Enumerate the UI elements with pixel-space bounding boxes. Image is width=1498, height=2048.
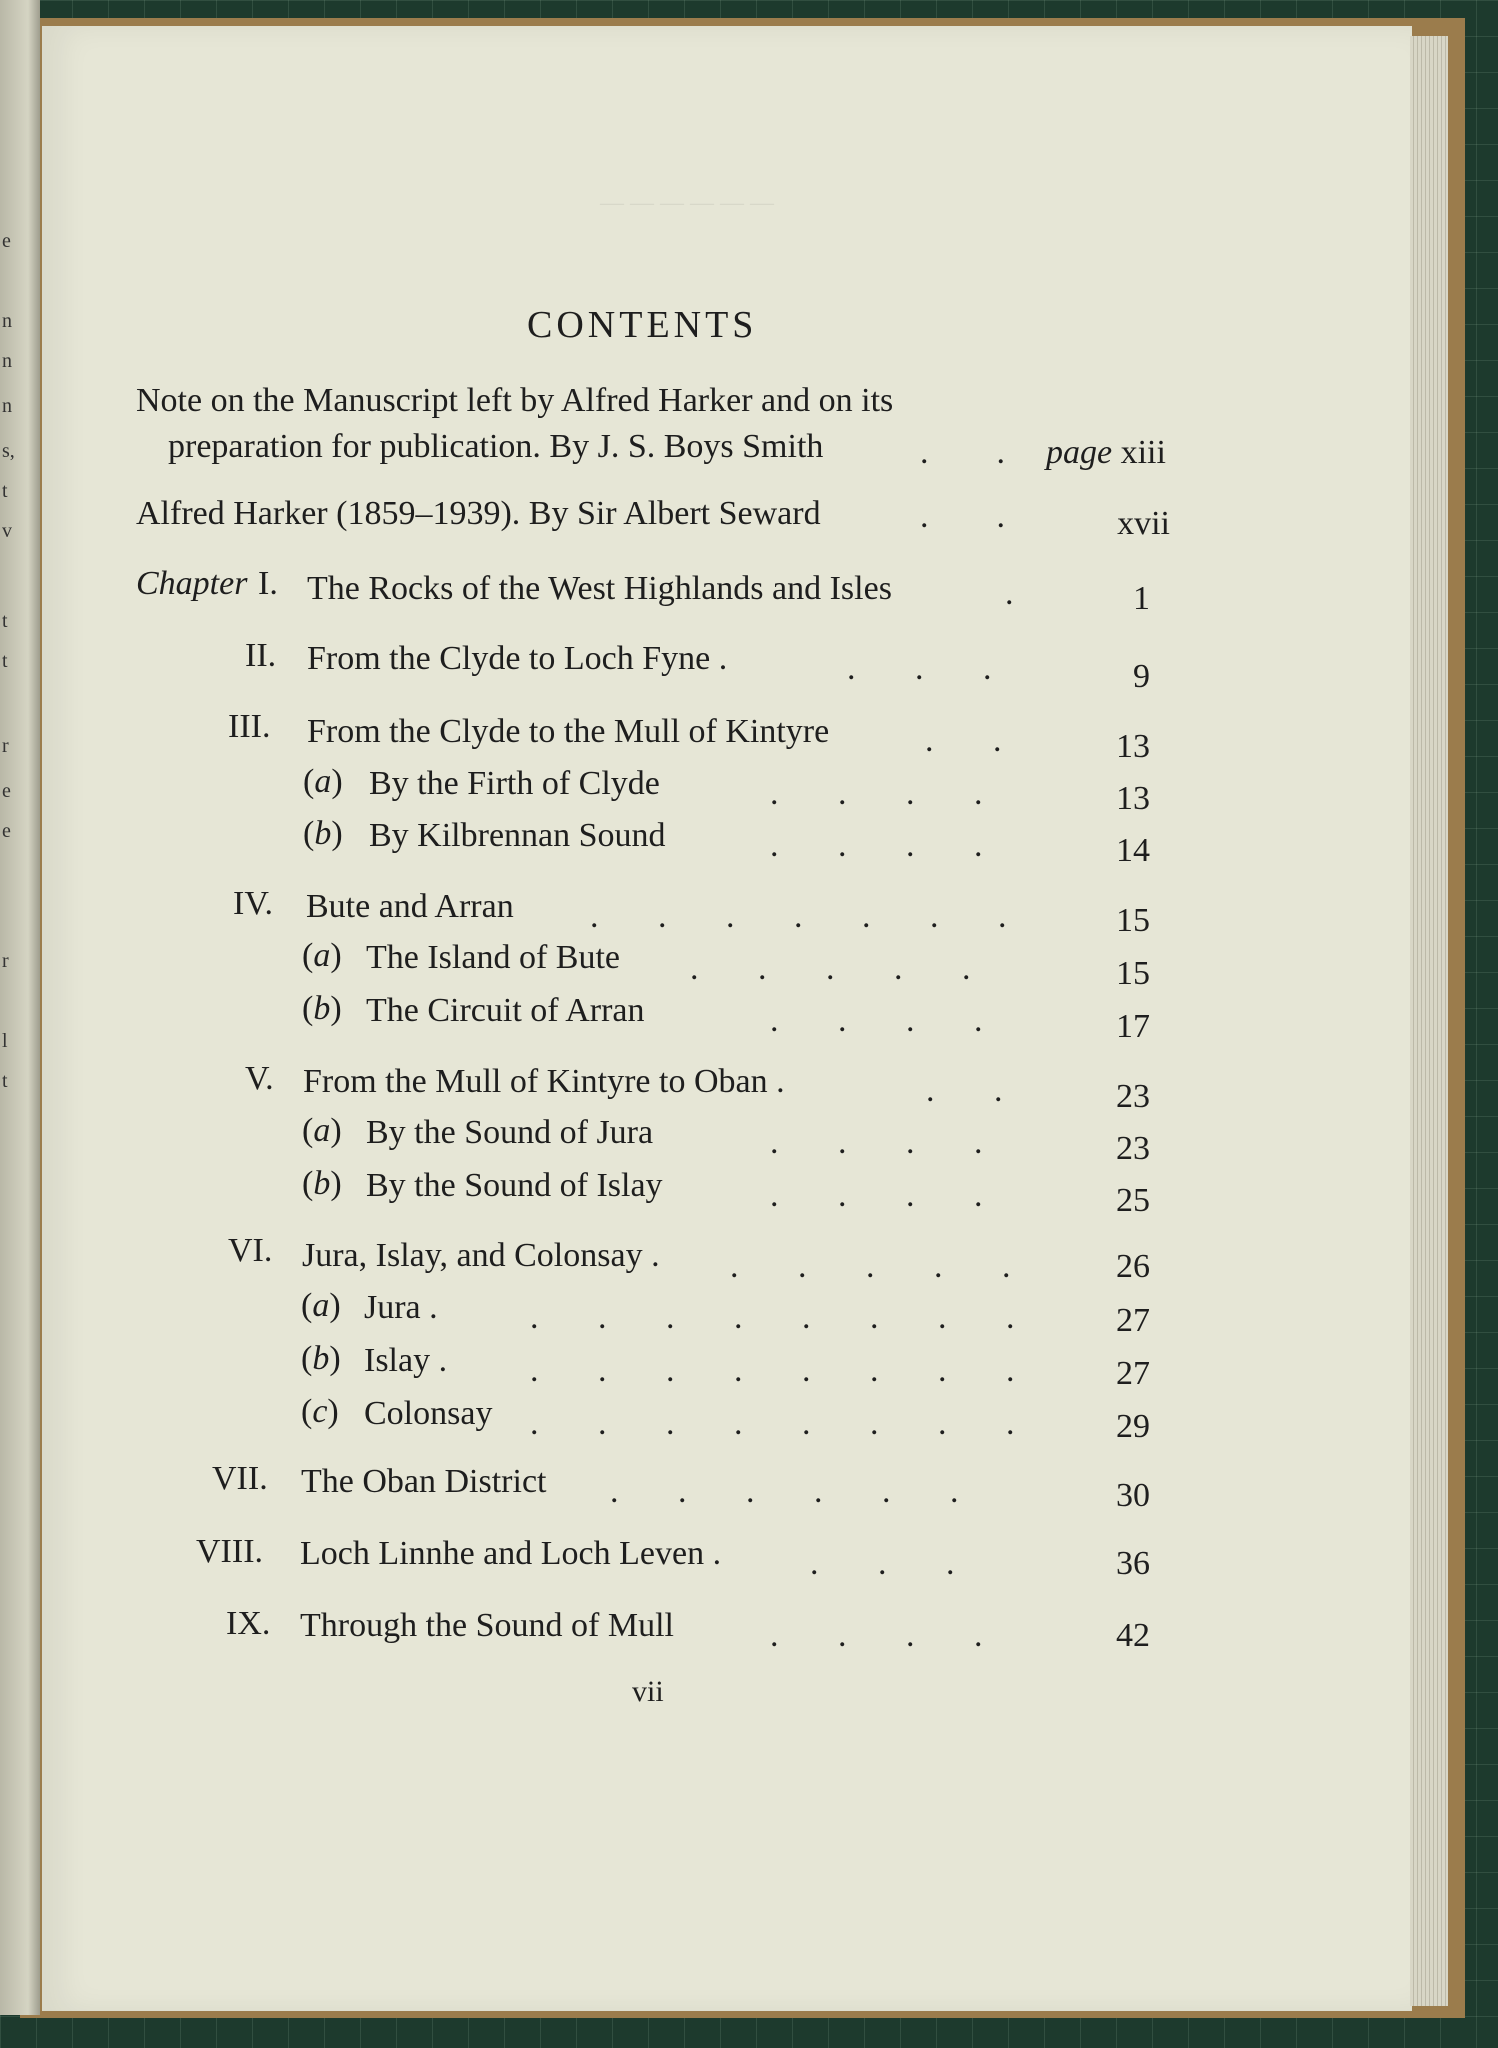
chapter-number: VII. <box>212 1460 268 1497</box>
sub-entry-page: 27 <box>1116 1355 1150 1392</box>
note-page-number: xiii <box>1120 434 1166 471</box>
chapter-page: 42 <box>1116 1617 1150 1654</box>
note-line-1: Note on the Manuscript left by Alfred Harker and on its <box>136 382 894 419</box>
show-through-text: — — — — — — <box>600 190 774 216</box>
sub-entry-title: The Island of Bute <box>366 939 620 976</box>
sub-entry-page: 29 <box>1116 1408 1150 1445</box>
chapter-title: Loch Linnhe and Loch Leven . <box>300 1535 722 1572</box>
chapter-title: From the Clyde to Loch Fyne . <box>307 640 728 677</box>
chapter-page: 36 <box>1116 1545 1150 1582</box>
page-title: CONTENTS <box>527 304 758 346</box>
leader-dots: . . . . . . . . <box>530 1352 1015 1389</box>
leader-dots: . . <box>920 434 1005 471</box>
leader-dots: . . <box>925 722 1002 759</box>
leader-dots: . . . . . <box>690 950 971 987</box>
sub-entry-title: By the Sound of Islay <box>366 1167 663 1204</box>
sub-entry-title: By the Firth of Clyde <box>369 765 660 802</box>
sub-entry-title: Jura . <box>364 1289 438 1326</box>
sub-entry-title: By the Sound of Jura <box>366 1114 654 1151</box>
sub-entry-page: 17 <box>1116 1008 1150 1045</box>
chapter-number: VI. <box>228 1232 273 1269</box>
leader-dots: . . . <box>847 650 992 687</box>
sub-entry-letter: (a) <box>301 1287 341 1324</box>
leader-dots: . . . . <box>770 1617 983 1654</box>
chapter-title: From the Mull of Kintyre to Oban . <box>303 1063 785 1100</box>
sub-entry-page: 13 <box>1116 780 1150 817</box>
sub-entry-title: Colonsay <box>364 1395 493 1432</box>
sub-entry-page: 27 <box>1116 1302 1150 1339</box>
sub-entry-letter: (b) <box>301 1340 341 1377</box>
leader-dots: . . . . . . . . <box>530 1299 1015 1336</box>
sub-entry-letter: (b) <box>302 990 342 1027</box>
chapter-number: IX. <box>226 1605 271 1642</box>
sub-entry-letter: (a) <box>302 937 342 974</box>
sub-entry-title: By Kilbrennan Sound <box>369 817 666 854</box>
chapter-page: 15 <box>1116 902 1150 939</box>
leader-dots: . . . . . . . . <box>530 1405 1015 1442</box>
chapter-number: I. <box>258 565 278 602</box>
sub-entry-page: 14 <box>1116 832 1150 869</box>
chapter-number: V. <box>245 1060 274 1097</box>
leader-dots: . <box>1005 575 1014 612</box>
chapter-page: 26 <box>1116 1248 1150 1285</box>
chapter-title: The Rocks of the West Highlands and Isles <box>307 570 892 607</box>
chapter-title: The Oban District <box>301 1463 547 1500</box>
folio-page-number: vii <box>632 1675 664 1708</box>
facing-page-edge: e n n n s, t v t t r e e r l t <box>0 0 40 2015</box>
sub-entry-letter: (a) <box>303 763 343 800</box>
sub-entry-letter: (c) <box>301 1393 339 1430</box>
leader-dots: . . . . . . . <box>590 898 1007 935</box>
leader-dots: . . . . <box>770 1002 983 1039</box>
leader-dots: . . . . <box>770 1124 983 1161</box>
chapter-title: Jura, Islay, and Colonsay . <box>302 1237 660 1274</box>
sub-entry-letter: (b) <box>302 1165 342 1202</box>
chapter-page: 13 <box>1116 728 1150 765</box>
chapter-number: III. <box>228 708 271 745</box>
sub-entry-page: 15 <box>1116 955 1150 992</box>
page-stack-edges <box>1410 36 1448 2006</box>
chapter-number: VIII. <box>196 1533 264 1570</box>
sub-entry-page: 23 <box>1116 1130 1150 1167</box>
chapter-title: Through the Sound of Mull <box>300 1607 674 1644</box>
leader-dots: . . . . . <box>730 1248 1011 1285</box>
sub-entry-title: Islay . <box>364 1342 448 1379</box>
chapter-number: IV. <box>233 885 273 922</box>
leader-dots: . . . . . . <box>610 1473 959 1510</box>
sub-entry-page: 25 <box>1116 1182 1150 1219</box>
chapter-page: 9 <box>1133 658 1150 695</box>
sub-entry-letter: (a) <box>302 1112 342 1149</box>
leader-dots: . . . . <box>770 775 983 812</box>
biography-page: xvii <box>1117 505 1170 542</box>
chapter-page: 23 <box>1116 1078 1150 1115</box>
leader-dots: . . . <box>810 1545 955 1582</box>
leader-dots: . . . . <box>770 827 983 864</box>
sub-entry-letter: (b) <box>303 815 343 852</box>
chapter-word: Chapter <box>136 565 248 602</box>
sub-entry-title: The Circuit of Arran <box>366 992 645 1029</box>
chapter-title: Bute and Arran <box>306 888 514 925</box>
chapter-page: 30 <box>1116 1477 1150 1514</box>
page-word: page <box>1046 434 1113 471</box>
biography-entry: Alfred Harker (1859–1939). By Sir Albert Seward <box>136 495 821 532</box>
leader-dots: . . . . <box>770 1177 983 1214</box>
chapter-title: From the Clyde to the Mull of Kintyre <box>307 713 830 750</box>
note-line-2: preparation for publication. By J. S. Boys Smith <box>168 428 824 465</box>
chapter-number: II. <box>245 637 277 674</box>
note-page-ref <box>1046 434 1166 472</box>
leader-dots: . . <box>926 1072 1003 1109</box>
chapter-page: 1 <box>1133 580 1150 617</box>
leader-dots: . . <box>920 498 1005 535</box>
